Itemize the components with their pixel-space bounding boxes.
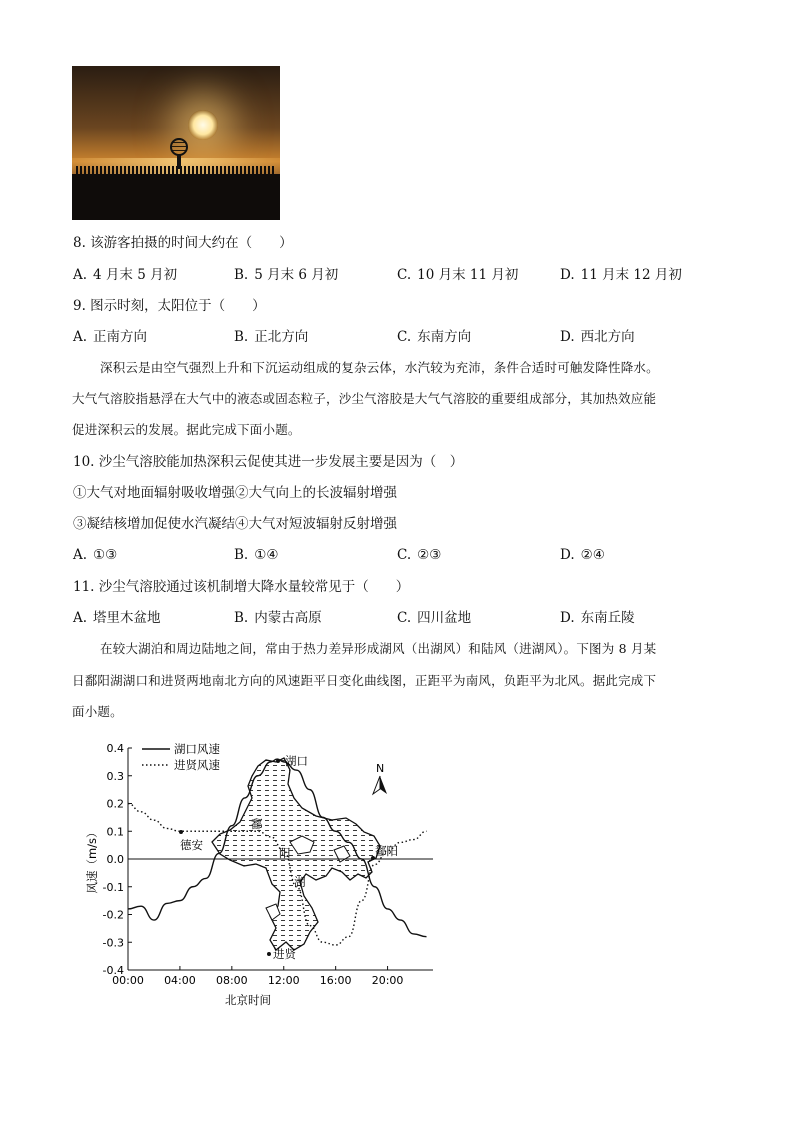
y-tick-label: -0.4 — [102, 964, 124, 977]
q10-option-c[interactable]: C. ②③ — [397, 547, 442, 563]
q9-option-b[interactable]: B. 正北方向 — [234, 329, 309, 345]
y-tick-label: 0.3 — [106, 769, 124, 783]
q10-option-b[interactable]: B. ①④ — [234, 547, 279, 563]
map-label-jinxian: 进贤 — [273, 947, 296, 961]
q10-option-a[interactable]: A. ①③ — [73, 547, 118, 563]
point-dean — [179, 830, 183, 834]
chart-legend — [142, 742, 220, 772]
svg-text:N: N — [376, 762, 385, 775]
map-label-poyang: 鄱阳 — [375, 844, 398, 858]
x-tick-label: 04:00 — [164, 974, 196, 987]
y-tick-label: 0.0 — [106, 853, 124, 866]
lake-char-1: 鄱 — [251, 817, 263, 831]
lake-char-3: 湖 — [294, 875, 306, 889]
y-tick-label: -0.2 — [102, 908, 124, 922]
q11-stem: 11. 沙尘气溶胶通过该机制增大降水量较常见于（ ） — [73, 579, 410, 595]
q10-option-d[interactable]: D. ②④ — [560, 547, 605, 563]
north-arrow-icon — [373, 762, 387, 794]
y-tick-label: -0.3 — [102, 936, 124, 950]
point-jinxian — [267, 952, 271, 956]
q9-option-c[interactable]: C. 东南方向 — [397, 329, 472, 345]
x-tick-label: 16:00 — [319, 974, 352, 987]
globe-monument — [170, 138, 188, 156]
x-tick-label: 12:00 — [267, 974, 300, 987]
q11-option-b[interactable]: B. 内蒙古高原 — [234, 610, 322, 626]
x-tick-label: 08:00 — [215, 974, 248, 987]
q11-option-a[interactable]: A. 塔里木盆地 — [73, 610, 161, 626]
y-axis-title: 风速（m/s） — [85, 826, 99, 894]
point-poyang — [371, 856, 375, 860]
x-tick-label: 00:00 — [112, 974, 144, 987]
q11-option-c[interactable]: C. 四川盆地 — [397, 610, 472, 626]
sun-shape — [188, 110, 218, 140]
legend-label-hukou: 湖口风速 — [174, 742, 220, 756]
y-tick-label: 0.4 — [106, 742, 124, 755]
x-axis-title: 北京时间 — [225, 993, 271, 1007]
map-label-hukou: 湖口 — [285, 754, 308, 768]
q8-stem: 8. 该游客拍摄的时间大约在（ ） — [73, 235, 293, 251]
q10-statement-1: ①大气对地面辐射吸收增强②大气向上的长波辐射增强 — [73, 485, 397, 501]
globe-monument-pillar — [177, 155, 181, 169]
point-hukou — [276, 759, 280, 763]
q9-option-a[interactable]: A. 正南方向 — [73, 329, 148, 345]
q9-stem: 9. 图示时刻，太阳位于（ ） — [73, 298, 266, 314]
passage3-line-2: 日鄱阳湖湖口和进贤两地南北方向的风速距平日变化曲线图，正距平为南风，负距平为北风。据此完成下 — [72, 673, 657, 688]
passage2-line-3: 促进深积云的发展。据此完成下面小题。 — [72, 422, 301, 437]
q8-option-b[interactable]: B. 5 月末 6 月初 — [234, 267, 339, 283]
photo-midnight-sun — [72, 66, 280, 220]
y-tick-label: 0.2 — [106, 797, 124, 811]
passage3-line-1: 在较大湖泊和周边陆地之间，常由于热力差异形成湖风（出湖风）和陆风（进湖风）。下图为 8 月某 — [100, 641, 657, 656]
map-label-dean: 德安 — [180, 838, 203, 852]
x-tick-label: 20:00 — [371, 974, 404, 987]
passage2-line-2: 大气气溶胶指悬浮在大气中的液态或固态粒子，沙尘气溶胶是大气气溶胶的重要组成部分，其加热效应能 — [72, 391, 657, 406]
q11-option-d[interactable]: D. 东南丘陵 — [560, 610, 635, 626]
lake-char-2: 阳 — [279, 846, 291, 860]
legend-label-jinxian: 进贤风速 — [174, 758, 220, 772]
y-tick-label: 0.1 — [106, 825, 124, 839]
q10-statement-2: ③凝结核增加促使水汽凝结④大气对短波辐射反射增强 — [73, 516, 397, 532]
ground — [72, 174, 280, 220]
passage3-line-3: 面小题。 — [72, 704, 123, 719]
q8-option-a[interactable]: A. 4 月末 5 月初 — [73, 267, 178, 283]
passage2-line-1: 深积云是由空气强烈上升和下沉运动组成的复杂云体，水汽较为充沛，条件合适时可触发降性降水。 — [100, 360, 659, 375]
q9-option-d[interactable]: D. 西北方向 — [560, 329, 635, 345]
y-tick-label: -0.1 — [102, 880, 124, 894]
q10-stem: 10. 沙尘气溶胶能加热深积云促使其进一步发展主要是因为（ ） — [73, 454, 464, 470]
q8-option-d[interactable]: D. 11 月末 12 月初 — [560, 267, 682, 283]
wind-anomaly-chart — [80, 738, 450, 1010]
q8-option-c[interactable]: C. 10 月末 11 月初 — [397, 267, 519, 283]
